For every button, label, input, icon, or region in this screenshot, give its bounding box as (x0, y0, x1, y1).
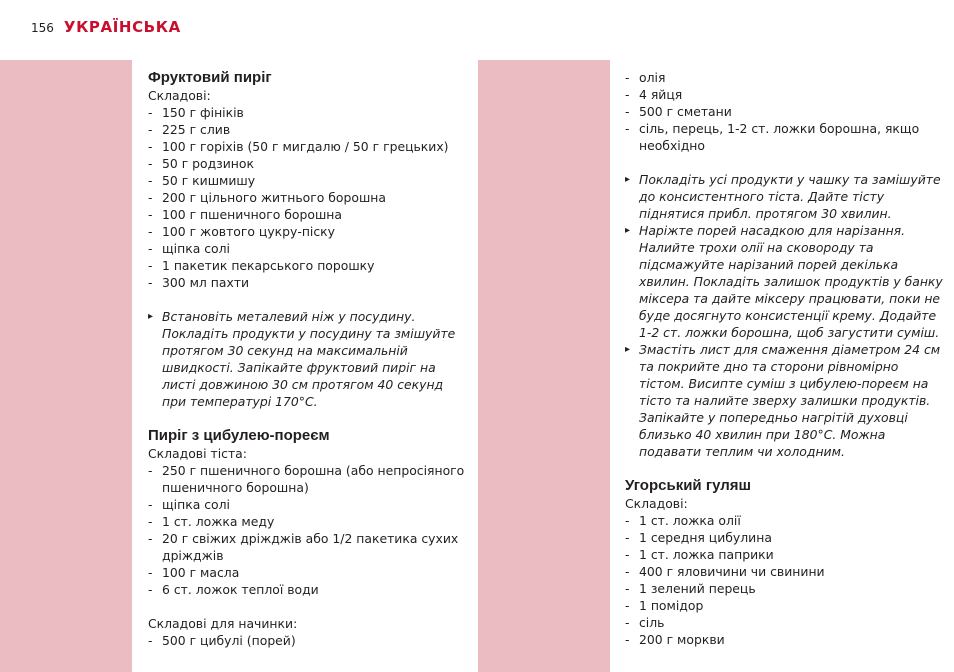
list-item: - 200 г цільного житнього борошна (148, 189, 468, 206)
list-item: - 1 зелений перець (625, 580, 945, 597)
list-item: - щіпка солі (148, 496, 468, 513)
list-item: - 225 г слив (148, 121, 468, 138)
list-item: - 500 г сметани (625, 103, 945, 120)
step-list (148, 308, 468, 410)
dough-ingredients-label: Складові тіста: (148, 446, 247, 461)
filling-ingredient-list-continued (625, 69, 945, 154)
list-item: - 1 ст. ложка олії (625, 512, 945, 529)
recipe-title-fruit-cake: Фруктовий пиріг (148, 69, 272, 86)
list-item: - 50 г кишмишу (148, 172, 468, 189)
list-item: - 1 середня цибулина (625, 529, 945, 546)
recipe-title-goulash: Угорський гуляш (625, 477, 751, 494)
ingredients-label: Складові: (148, 88, 211, 103)
list-item: - 6 ст. ложок теплої води (148, 581, 468, 598)
list-item: - 150 г фініків (148, 104, 468, 121)
list-item: - 100 г горіхів (50 г мигдалю / 50 г грецьких) (148, 138, 468, 155)
list-item: - щіпка солі (148, 240, 468, 257)
ingredient-list (625, 512, 945, 648)
list-item: - 20 г свіжих дріжджів або 1/2 пакетика сухих дріжджів (148, 530, 468, 564)
list-item: - 1 пакетик пекарського порошку (148, 257, 468, 274)
left-column (148, 69, 468, 649)
page-number: 156 (31, 21, 54, 35)
filling-ingredient-list (148, 632, 468, 649)
list-item: - 50 г родзинок (148, 155, 468, 172)
step-item: ▸ Змастіть лист для смаження діаметром 24 см та покрийте дно та сторони рівномірно тістом. Висипте суміш з цибулею-пореєм на тісто та налийте зверху залишки продуктів. Запікайте у попередньо нагрітій духовці близько 40 хвилин при 180°C. Можна подавати теплим чи холодним. (625, 341, 945, 460)
middle-margin-block (478, 60, 610, 672)
list-item: - сіль, перець, 1-2 ст. ложки борошна, якщо необхідно (625, 120, 945, 154)
list-item: - 300 мл пахти (148, 274, 468, 291)
dough-ingredient-list (148, 462, 468, 598)
recipe-title-leek-pie: Пиріг з цибулею-пореєм (148, 427, 330, 444)
list-item: - сіль (625, 614, 945, 631)
list-item: - 250 г пшеничного борошна (або непросіяного пшеничного борошна) (148, 462, 468, 496)
list-item: - 100 г масла (148, 564, 468, 581)
list-item: - 4 яйця (625, 86, 945, 103)
language-title: УКРАЇНСЬКА (63, 18, 181, 36)
step-item: ▸ Наріжте порей насадкою для нарізання. Налийте трохи олії на сковороду та підсмажуйте нарізаний порей декілька хвилин. Покладіть залишок продуктів у банку міксера та дайте міксеру працювати, поки не буде досягнуто консистенції крему. Додайте 1-2 ст. ложки борошна, щоб загустити суміш. (625, 222, 945, 341)
list-item: - 1 ст. ложка паприки (625, 546, 945, 563)
list-item: - 200 г моркви (625, 631, 945, 648)
list-item: - 100 г пшеничного борошна (148, 206, 468, 223)
step-item: ▸ Покладіть усі продукти у чашку та замішуйте до консистентного тіста. Дайте тісту піднятися прибл. протягом 30 хвилин. (625, 171, 945, 222)
list-item: - 1 помідор (625, 597, 945, 614)
list-item: - 400 г яловичини чи свинини (625, 563, 945, 580)
right-column (625, 69, 945, 648)
step-list (625, 171, 945, 460)
left-margin-block (0, 60, 132, 672)
list-item: - 500 г цибулі (порей) (148, 632, 468, 649)
step-item: ▸ Встановіть металевий ніж у посудину. Покладіть продукти у посудину та змішуйте протягом 30 секунд на максимальній швидкості. Запікайте фруктовий пиріг на листі довжиною 30 см протягом 40 секунд при температурі 170°C. (148, 308, 468, 410)
list-item: - олія (625, 69, 945, 86)
list-item: - 100 г жовтого цукру-піску (148, 223, 468, 240)
ingredients-label: Складові: (625, 496, 688, 511)
page-header (31, 18, 181, 38)
ingredient-list (148, 104, 468, 291)
filling-ingredients-label: Складові для начинки: (148, 616, 298, 631)
list-item: - 1 ст. ложка меду (148, 513, 468, 530)
